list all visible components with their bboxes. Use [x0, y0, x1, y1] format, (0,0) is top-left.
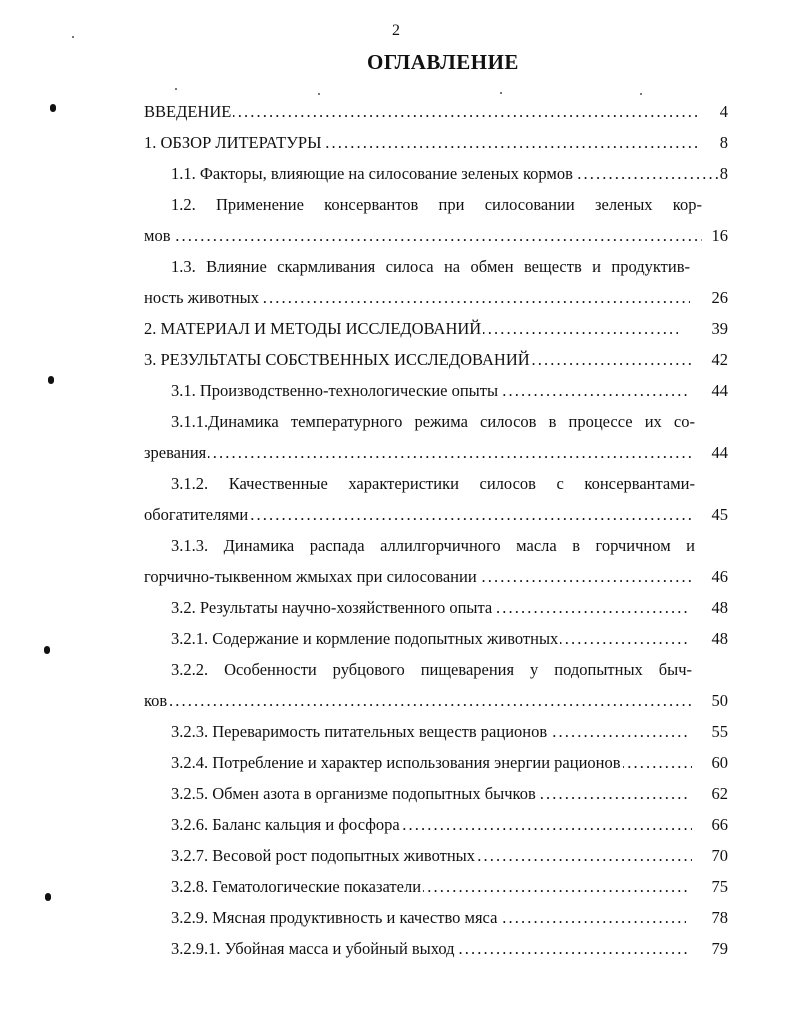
toc-dot-leader [144, 96, 698, 127]
toc-entry-text: 3.2.6. Баланс кальция и фосфора [171, 815, 400, 834]
toc-dot-leader [171, 809, 692, 840]
toc-entry-line [171, 189, 702, 220]
toc-entry-text: ков [144, 691, 168, 710]
scan-speck [640, 93, 642, 95]
toc-entry[interactable] [144, 344, 730, 375]
toc-dot-leader [144, 499, 695, 530]
toc-entry-text: 1.3. Влияние скармливания силоса на обмен веществ и продуктив- [171, 257, 690, 276]
toc-entry[interactable] [144, 499, 730, 530]
toc-entry-text: 3.1. Производственно-технологические опыты [171, 381, 499, 400]
scan-speck [318, 93, 320, 95]
toc-page-number: 62 [711, 784, 728, 803]
toc-page-number: 48 [711, 629, 728, 648]
toc-dot-leader [171, 933, 690, 964]
toc-dot-leader [171, 871, 688, 902]
toc-entry-text: 3.2.5. Обмен азота в организме подопытных бычков [171, 784, 536, 803]
toc-dot-leader [171, 747, 692, 778]
toc-entry[interactable] [144, 96, 730, 127]
toc-entry-text: 3.2.8. Гематологические показатели [171, 877, 422, 896]
toc-page-number: 45 [711, 505, 728, 524]
toc-entry-text: 3.2.4. Потребление и характер использования энергии рационов [171, 753, 621, 772]
toc-page-number: 75 [711, 877, 728, 896]
toc-dot-leader [144, 313, 678, 344]
binder-hole-mark [48, 376, 54, 384]
toc-entry-line [171, 530, 695, 561]
toc-dot-leader [144, 282, 690, 313]
toc-entry-text: 3.1.2. Качественные характеристики силосов с консервантами- [171, 474, 695, 493]
toc-entry[interactable] [171, 809, 730, 840]
toc-entry-text: 1.2. Применение консервантов при силосовании зеленых кор- [171, 195, 702, 214]
toc-entry[interactable] [171, 933, 730, 964]
scan-speck [500, 92, 502, 94]
toc-entry[interactable] [144, 127, 730, 158]
binder-hole-mark [45, 893, 51, 901]
toc-page-number: 48 [711, 598, 728, 617]
toc-entry[interactable] [144, 437, 730, 468]
toc-page-number: 8 [719, 133, 728, 152]
toc-page-number: 16 [711, 226, 728, 245]
toc-entry[interactable] [171, 592, 730, 623]
toc-entry-line [171, 468, 695, 499]
toc-dot-leader [144, 127, 698, 158]
toc-entry-text: горчично-тыквенном жмыхах при силосовании [144, 567, 477, 586]
toc-dot-leader [171, 375, 690, 406]
toc-entry-text: мов [144, 226, 171, 245]
toc-page-number: 39 [711, 319, 728, 338]
toc-entry-text: 3.2.3. Переваримость питательных веществ рационов [171, 722, 548, 741]
toc-entry[interactable] [144, 685, 730, 716]
page-number: 2 [392, 22, 400, 39]
toc-dot-leader [171, 158, 720, 189]
toc-page-number: 42 [711, 350, 728, 369]
toc-entry-text: 1.1. Факторы, влияющие на силосование зеленых кормов [171, 164, 573, 183]
toc-entry[interactable] [171, 778, 730, 809]
toc-entry[interactable] [171, 747, 730, 778]
toc-page-number: 26 [711, 288, 728, 307]
toc-entry[interactable] [171, 716, 730, 747]
toc-entry-text: ность животных [144, 288, 259, 307]
toc-entry-text: 3.2. Результаты научно-хозяйственного опыта [171, 598, 493, 617]
binder-hole-mark [44, 646, 50, 654]
toc-dot-leader [171, 778, 690, 809]
toc-title: ОГЛАВЛЕНИЕ [367, 50, 519, 74]
toc-entry[interactable] [171, 871, 730, 902]
toc-dot-leader [171, 592, 690, 623]
toc-dot-leader [171, 716, 688, 747]
toc-dot-leader [171, 902, 686, 933]
toc-dot-leader [171, 623, 690, 654]
toc-entry-text: 3.2.9.1. Убойная масса и убойный выход [171, 939, 455, 958]
toc-entry[interactable] [144, 220, 730, 251]
toc-dot-leader [144, 561, 695, 592]
toc-entry-text: ВВЕДЕНИЕ [144, 102, 232, 121]
toc-entry[interactable] [144, 313, 730, 344]
binder-hole-mark [50, 104, 56, 112]
toc-entry[interactable] [144, 282, 730, 313]
toc-page-number: 70 [711, 846, 728, 865]
toc-entry-line [171, 251, 690, 282]
toc-page-number: 46 [711, 567, 728, 586]
toc-entry-text: 3.1.3. Динамика распада аллилгорчичного масла в горчичном и [171, 536, 695, 555]
toc-entry-line [171, 406, 695, 437]
toc-entry-text: 2. МАТЕРИАЛ И МЕТОДЫ ИССЛЕДОВАНИЙ [144, 319, 482, 338]
toc-page-number: 78 [711, 908, 728, 927]
toc-entry[interactable] [171, 902, 730, 933]
toc-entry-line [171, 654, 692, 685]
toc-page-number: 66 [711, 815, 728, 834]
toc-page-number: 60 [711, 753, 728, 772]
toc-entry-text: 3.2.2. Особенности рубцового пищеварения у подопытных быч- [171, 660, 692, 679]
toc-page-number: 79 [711, 939, 728, 958]
toc-page-number: 8 [719, 164, 728, 183]
toc-page-number: 50 [711, 691, 728, 710]
toc-page-number: 44 [711, 443, 728, 462]
toc-entry[interactable] [171, 623, 730, 654]
toc-entry-text: 3.2.7. Весовой рост подопытных животных [171, 846, 476, 865]
toc-entry-text: 1. ОБЗОР ЛИТЕРАТУРЫ [144, 133, 322, 152]
toc-entry-text: 3.1.1.Динамика температурного режима силосов в процессе их со- [171, 412, 695, 431]
toc-entry-text: 3.2.9. Мясная продуктивность и качество мяса [171, 908, 498, 927]
toc-dot-leader [144, 344, 695, 375]
toc-page-number: 55 [711, 722, 728, 741]
toc-page-number: 44 [711, 381, 728, 400]
toc-dot-leader [171, 840, 692, 871]
toc-dot-leader [144, 437, 695, 468]
toc-entry-text: обогатителями [144, 505, 249, 524]
toc-entry[interactable] [171, 840, 730, 871]
toc-entry-text: 3.2.1. Содержание и кормление подопытных животных [171, 629, 559, 648]
toc-entry-text: зревания [144, 443, 207, 462]
toc-page-number: 4 [719, 102, 728, 121]
toc-dot-leader [144, 685, 692, 716]
toc-entry[interactable] [171, 158, 730, 189]
toc-entry-text: 3. РЕЗУЛЬТАТЫ СОБСТВЕННЫХ ИССЛЕДОВАНИЙ [144, 350, 530, 369]
toc-dot-leader [144, 220, 702, 251]
toc-entry[interactable] [171, 375, 730, 406]
scan-speck [72, 36, 74, 38]
scan-speck [175, 88, 177, 90]
toc-entry[interactable] [144, 561, 730, 592]
